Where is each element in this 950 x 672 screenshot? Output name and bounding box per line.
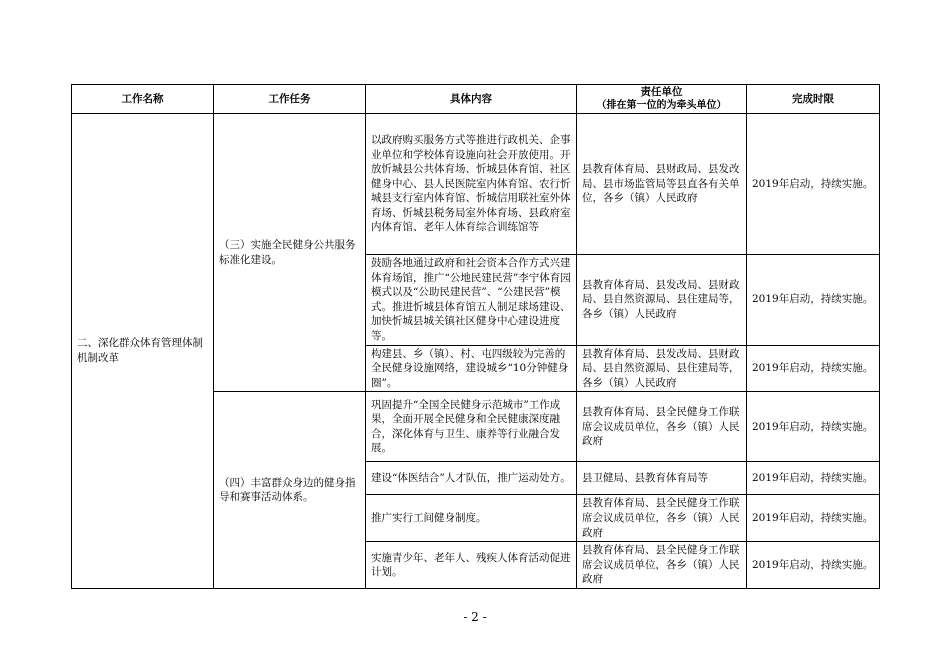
work-task-table xyxy=(71,84,880,589)
deadline-cell: 2019年启动，持续实施。 xyxy=(747,495,880,542)
content-cell: 巩固提升“全国全民健身示范城市”工作成果，全面开展全民健身和全民健康深度融合，深化体育与卫生、康养等行业融合发展。 xyxy=(366,392,577,462)
content-cell: 构建县、乡（镇）、村、屯四级较为完善的全民健身设施网络，建设城乡“10分钟健身圈”。 xyxy=(366,345,577,392)
header-work-name: 工作名称 xyxy=(72,85,214,114)
content-cell: 推广实行工间健身制度。 xyxy=(366,495,577,542)
content-cell: 鼓励各地通过政府和社会资本合作方式兴建体育场馆，推广“公地民建民营”李宁体育园模式以及“公助民建民营”、“公建民营”模式。推进忻城县体育馆五人制足球场建设、加快忻城县城关镇社区健身中心建设进度等。 xyxy=(366,255,577,346)
content-cell: 以政府购买服务方式等推进行政机关、企事业单位和学校体育设施向社会开放使用。开放忻城县公共体育场、忻城县体育馆、社区健身中心、县人民医院室内体育馆、农行忻城县支行室内体育馆、忻城信用联社室外体育场、忻城县税务局室外体育场、县政府室内体育馆、老年人体育综合训练馆等 xyxy=(366,114,577,255)
unit-cell: 县教育体育局、县发改局、县财政局、县自然资源局、县住建局等，各乡（镇）人民政府 xyxy=(577,345,747,392)
unit-cell: 县教育体育局、县全民健身工作联席会议成员单位，各乡（镇）人民政府 xyxy=(577,392,747,462)
unit-cell: 县教育体育局、县全民健身工作联席会议成员单位，各乡（镇）人民政府 xyxy=(577,542,747,589)
content-cell: 建设“体医结合”人才队伍，推广运动处方。 xyxy=(366,462,577,495)
table-row xyxy=(72,114,880,255)
work-name-cell: 二、深化群众体育管理体制机制改革 xyxy=(72,114,214,589)
content-cell: 实施青少年、老年人、残疾人体育活动促进计划。 xyxy=(366,542,577,589)
task-cell-3: （三）实施全民健身公共服务标准化建设。 xyxy=(214,114,366,392)
deadline-cell: 2019年启动，持续实施。 xyxy=(747,114,880,255)
header-responsible-unit xyxy=(577,85,747,114)
unit-cell: 县教育体育局、县发改局、县财政局、县自然资源局、县住建局等，各乡（镇）人民政府 xyxy=(577,255,747,346)
header-unit-label: 责任单位 xyxy=(640,86,683,98)
deadline-cell: 2019年启动，持续实施。 xyxy=(747,462,880,495)
deadline-cell: 2019年启动，持续实施。 xyxy=(747,255,880,346)
page-number: - 2 - xyxy=(463,610,487,624)
deadline-cell: 2019年启动，持续实施。 xyxy=(747,542,880,589)
unit-cell: 县卫健局、县教育体育局等 xyxy=(577,462,747,495)
task-cell-4: （四）丰富群众身边的健身指导和赛事活动体系。 xyxy=(214,392,366,589)
unit-cell: 县教育体育局、县财政局、县发改局、县市场监管局等县直各有关单位，各乡（镇）人民政府 xyxy=(577,114,747,255)
header-content: 具体内容 xyxy=(366,85,577,114)
deadline-cell: 2019年启动，持续实施。 xyxy=(747,345,880,392)
header-unit-note: （排在第一位的为牵头单位） xyxy=(596,100,727,111)
header-deadline: 完成时限 xyxy=(747,85,880,114)
unit-cell: 县教育体育局、县全民健身工作联席会议成员单位，各乡（镇）人民政府 xyxy=(577,495,747,542)
deadline-cell: 2019年启动，持续实施。 xyxy=(747,392,880,462)
table-header-row xyxy=(72,85,880,114)
header-work-task: 工作任务 xyxy=(214,85,366,114)
